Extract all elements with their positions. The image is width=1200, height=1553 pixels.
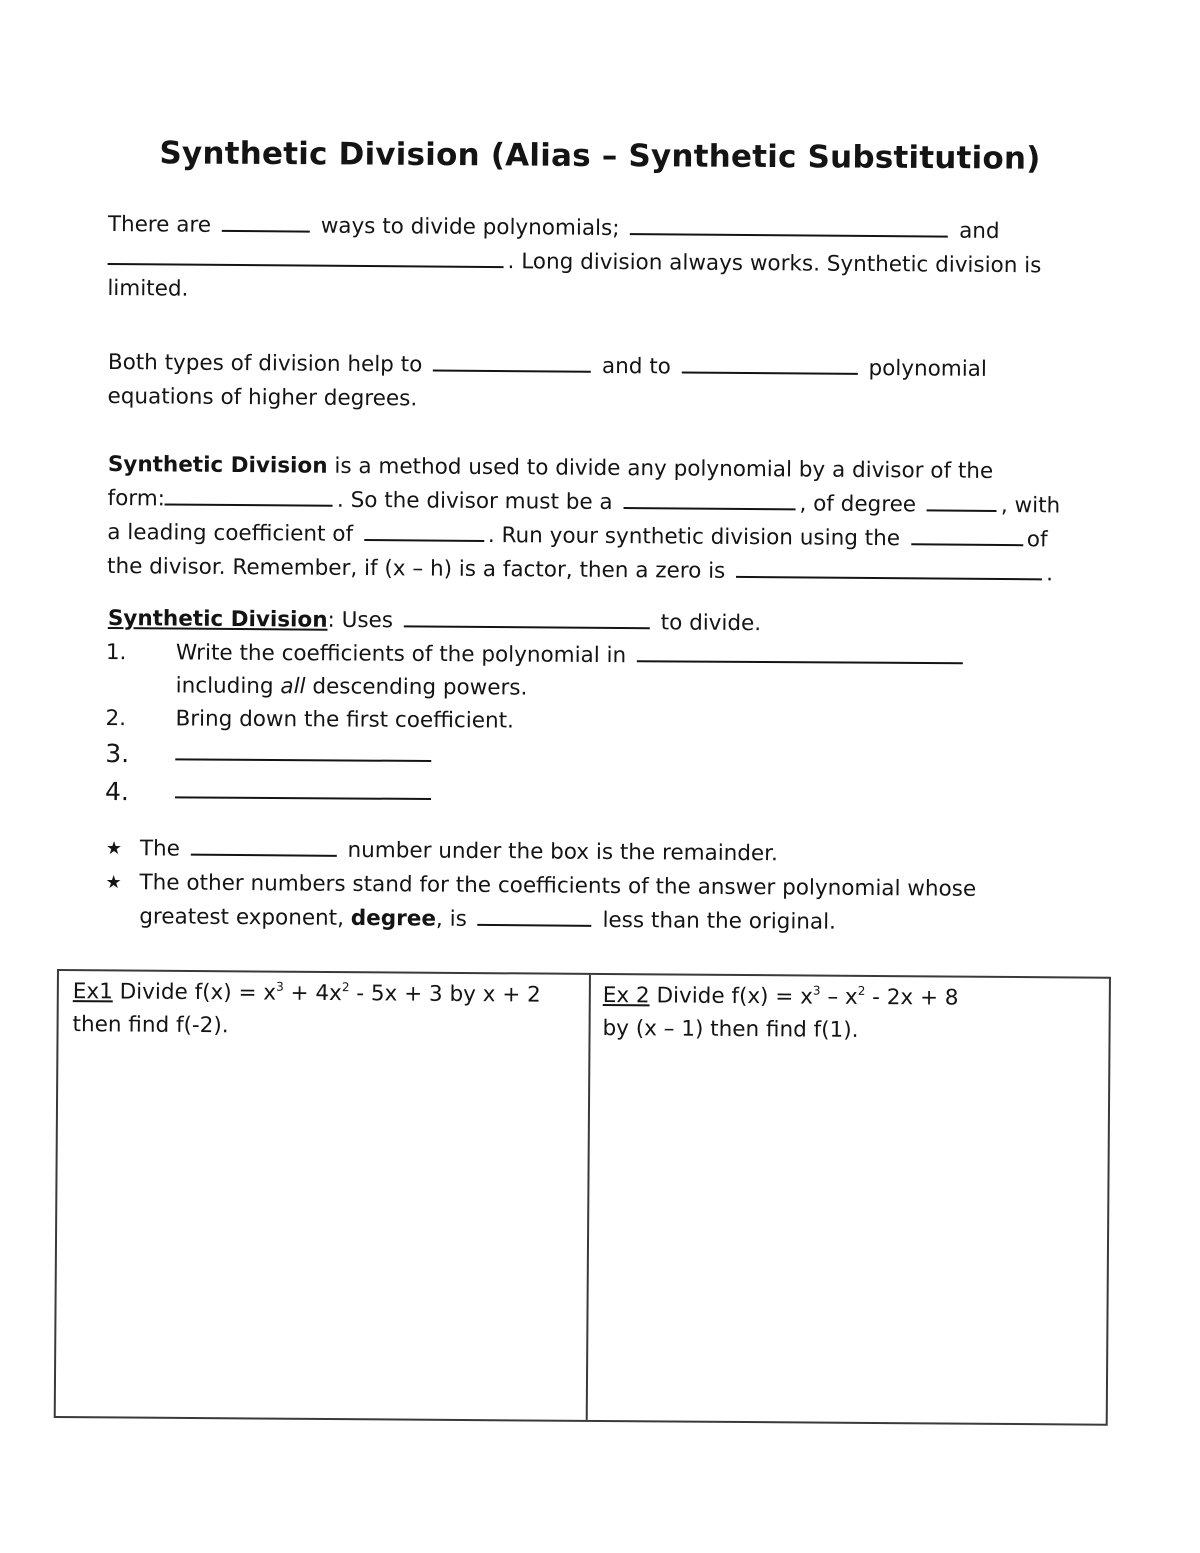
step-3 xyxy=(105,735,1005,778)
definition-text-6: a leading coefficient of xyxy=(107,519,354,547)
definition-text-7: . Run your synthetic division using the xyxy=(487,522,901,552)
star-icon: ★ xyxy=(105,871,122,894)
note-text: number under the box is the remainder. xyxy=(347,837,779,867)
step-2 xyxy=(105,702,1005,740)
example-1 xyxy=(72,975,540,1044)
blank-step-3[interactable] xyxy=(175,738,431,762)
definition-text-5: , with xyxy=(1000,493,1061,519)
procedure-text-2: to divide. xyxy=(660,610,762,637)
step-number: 3. xyxy=(105,738,130,769)
intro-text-5: limited. xyxy=(107,275,189,302)
procedure-text-1: : Uses xyxy=(327,607,394,634)
blank-divisor-form[interactable] xyxy=(165,483,333,506)
definition-text-9: the divisor. Remember, if (x – h) is a factor, then a zero is xyxy=(106,553,726,584)
blank-purpose-1[interactable] xyxy=(433,350,591,373)
intro-text-3: and xyxy=(959,218,1000,245)
definition-paragraph xyxy=(107,448,1098,592)
blank-zero[interactable] xyxy=(736,556,1042,580)
example-2-exponent: 2 xyxy=(857,983,866,998)
blank-divisor-type[interactable] xyxy=(623,487,795,510)
step-text-pre: including xyxy=(175,673,281,700)
example-2-text: Divide f(x) = x xyxy=(656,983,814,1010)
definition-text-3: . So the divisor must be a xyxy=(336,487,613,515)
example-1-text: - 5x + 3 by x + 2 xyxy=(349,981,541,1008)
definition-text-1: is a method used to divide any polynomial by a divisor of the xyxy=(334,453,994,484)
example-1-exponent: 2 xyxy=(341,980,350,995)
purpose-paragraph xyxy=(107,346,1098,422)
blank-step-4[interactable] xyxy=(175,776,431,800)
definition-text-10: . xyxy=(1046,561,1054,587)
intro-paragraph xyxy=(107,208,1098,310)
blank-procedure-uses[interactable] xyxy=(404,605,650,629)
worksheet-title: Synthetic Division (Alias – Synthetic Substitution) xyxy=(159,135,1041,177)
step-number: 2. xyxy=(105,705,127,732)
purpose-text-2: and to xyxy=(601,353,671,380)
step-1-continued xyxy=(106,669,1006,707)
example-2-text: - 2x + 8 xyxy=(865,984,959,1011)
definition-term: Synthetic Division xyxy=(107,451,328,479)
example-2-exponent: 3 xyxy=(812,983,821,998)
examples-box xyxy=(54,969,1111,1426)
example-1-text: + 4x xyxy=(283,980,342,1007)
notes xyxy=(105,832,1066,942)
blank-purpose-2[interactable] xyxy=(682,352,858,375)
step-text: Bring down the first coefficient. xyxy=(175,706,514,734)
blank-degree-difference[interactable] xyxy=(478,904,592,927)
step-1 xyxy=(106,636,1006,674)
intro-text-1: There are xyxy=(107,211,212,238)
example-2 xyxy=(602,979,958,1048)
blank-divisor-part[interactable] xyxy=(911,523,1023,546)
note-text: The xyxy=(139,836,180,862)
blank-step-1-order[interactable] xyxy=(637,640,963,664)
step-4 xyxy=(105,773,1005,816)
note-text: greatest exponent, xyxy=(139,904,345,931)
example-2-text-line-2: by (x – 1) then find f(1). xyxy=(602,1016,859,1043)
note-text: The other numbers stand for the coefficients of the answer polynomial whose xyxy=(139,870,977,902)
purpose-text-3: polynomial xyxy=(868,355,987,382)
blank-degree[interactable] xyxy=(927,489,997,512)
intro-text-2: ways to divide polynomials; xyxy=(320,213,620,242)
examples-divider xyxy=(586,975,591,1420)
procedure-heading: Synthetic Division xyxy=(107,605,328,633)
blank-remainder-position[interactable] xyxy=(191,834,337,857)
example-1-text: Divide f(x) = x xyxy=(119,979,277,1006)
example-2-label: Ex 2 xyxy=(602,983,650,1009)
step-text-post: descending powers. xyxy=(305,674,528,701)
note-text: less than the original. xyxy=(602,907,837,935)
blank-method-1[interactable] xyxy=(630,213,948,237)
intro-text-4: . Long division always works. Synthetic division is xyxy=(507,249,1042,279)
example-1-exponent: 3 xyxy=(276,979,284,994)
step-number: 4. xyxy=(104,776,129,807)
step-number: 1. xyxy=(105,639,127,666)
procedure-steps xyxy=(105,636,1006,816)
example-2-text: – x xyxy=(820,984,858,1010)
step-text: Write the coefficients of the polynomial in xyxy=(175,640,627,669)
star-icon: ★ xyxy=(105,837,123,860)
definition-text-8: of xyxy=(1026,527,1048,553)
purpose-text-4: equations of higher degrees. xyxy=(107,383,418,412)
note-text: , is xyxy=(435,906,467,932)
step-text-italic: all xyxy=(280,674,306,700)
definition-text-4: , of degree xyxy=(799,491,917,518)
purpose-text-1: Both types of division help to xyxy=(107,349,423,378)
example-1-text-line-2: then find f(-2). xyxy=(72,1012,229,1039)
note-bold-text: degree xyxy=(350,905,437,932)
blank-number-of-ways[interactable] xyxy=(222,210,310,233)
blank-leading-coefficient[interactable] xyxy=(364,519,484,542)
blank-method-2[interactable] xyxy=(108,243,504,268)
example-1-label: Ex1 xyxy=(72,979,113,1005)
note-coefficients-continued xyxy=(105,900,1065,942)
definition-text-2: form: xyxy=(107,485,166,512)
